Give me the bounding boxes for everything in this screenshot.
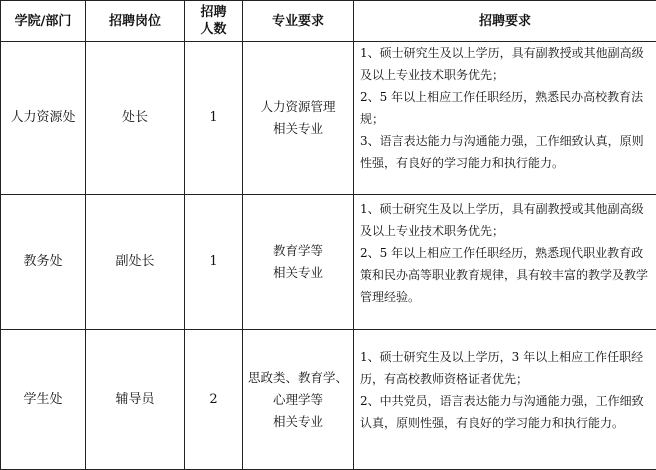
- position-cell: 处长: [86, 42, 185, 195]
- major-cell: 人力资源管理 相关专业: [243, 42, 354, 195]
- count-cell: 2: [185, 330, 243, 470]
- major-cell: 教育学等 相关专业: [243, 195, 354, 330]
- table-row: [1, 195, 656, 330]
- header-position: 招聘岗位: [86, 1, 185, 42]
- position-cell: 副处长: [86, 195, 185, 330]
- count-cell: 1: [185, 42, 243, 195]
- dept-cell: 学生处: [1, 330, 86, 470]
- requirements-cell: 1、硕士研究生及以上学历，3 年以上相应工作任职经历，有高校教师资格证者优先； 2、中共党员，语言表达能力与沟通能力强，工作细致认真，原则性强，有良好的学习能力和执行能力。: [354, 330, 656, 470]
- header-major: 专业要求: [243, 1, 354, 42]
- table-row: [1, 42, 656, 195]
- dept-cell: 人力资源处: [1, 42, 86, 195]
- requirements-cell: 1、硕士研究生及以上学历，具有副教授或其他副高级及以上专业技术职务优先； 2、5 年以上相应工作任职经历，熟悉现代职业教育政策和民办高等职业教育规律，具有较丰富的教学及教学管理经验。: [354, 195, 656, 330]
- table-row: [1, 330, 656, 470]
- header-dept: 学院/部门: [1, 1, 86, 42]
- header-count: 招聘 人数: [185, 1, 243, 42]
- header-requirements: 招聘要求: [354, 1, 656, 42]
- count-cell: 1: [185, 195, 243, 330]
- position-cell: 辅导员: [86, 330, 185, 470]
- major-cell: 思政类、教育学、 心理学等 相关专业: [243, 330, 354, 470]
- header-row: [1, 1, 656, 42]
- requirements-cell: 1、硕士研究生及以上学历，具有副教授或其他副高级及以上专业技术职务优先； 2、5 年以上相应工作任职经历，熟悉民办高校教育法规； 3、语言表达能力与沟通能力强，工作细致认真，原则性强，有良好的学习能力和执行能力。: [354, 42, 656, 195]
- dept-cell: 教务处: [1, 195, 86, 330]
